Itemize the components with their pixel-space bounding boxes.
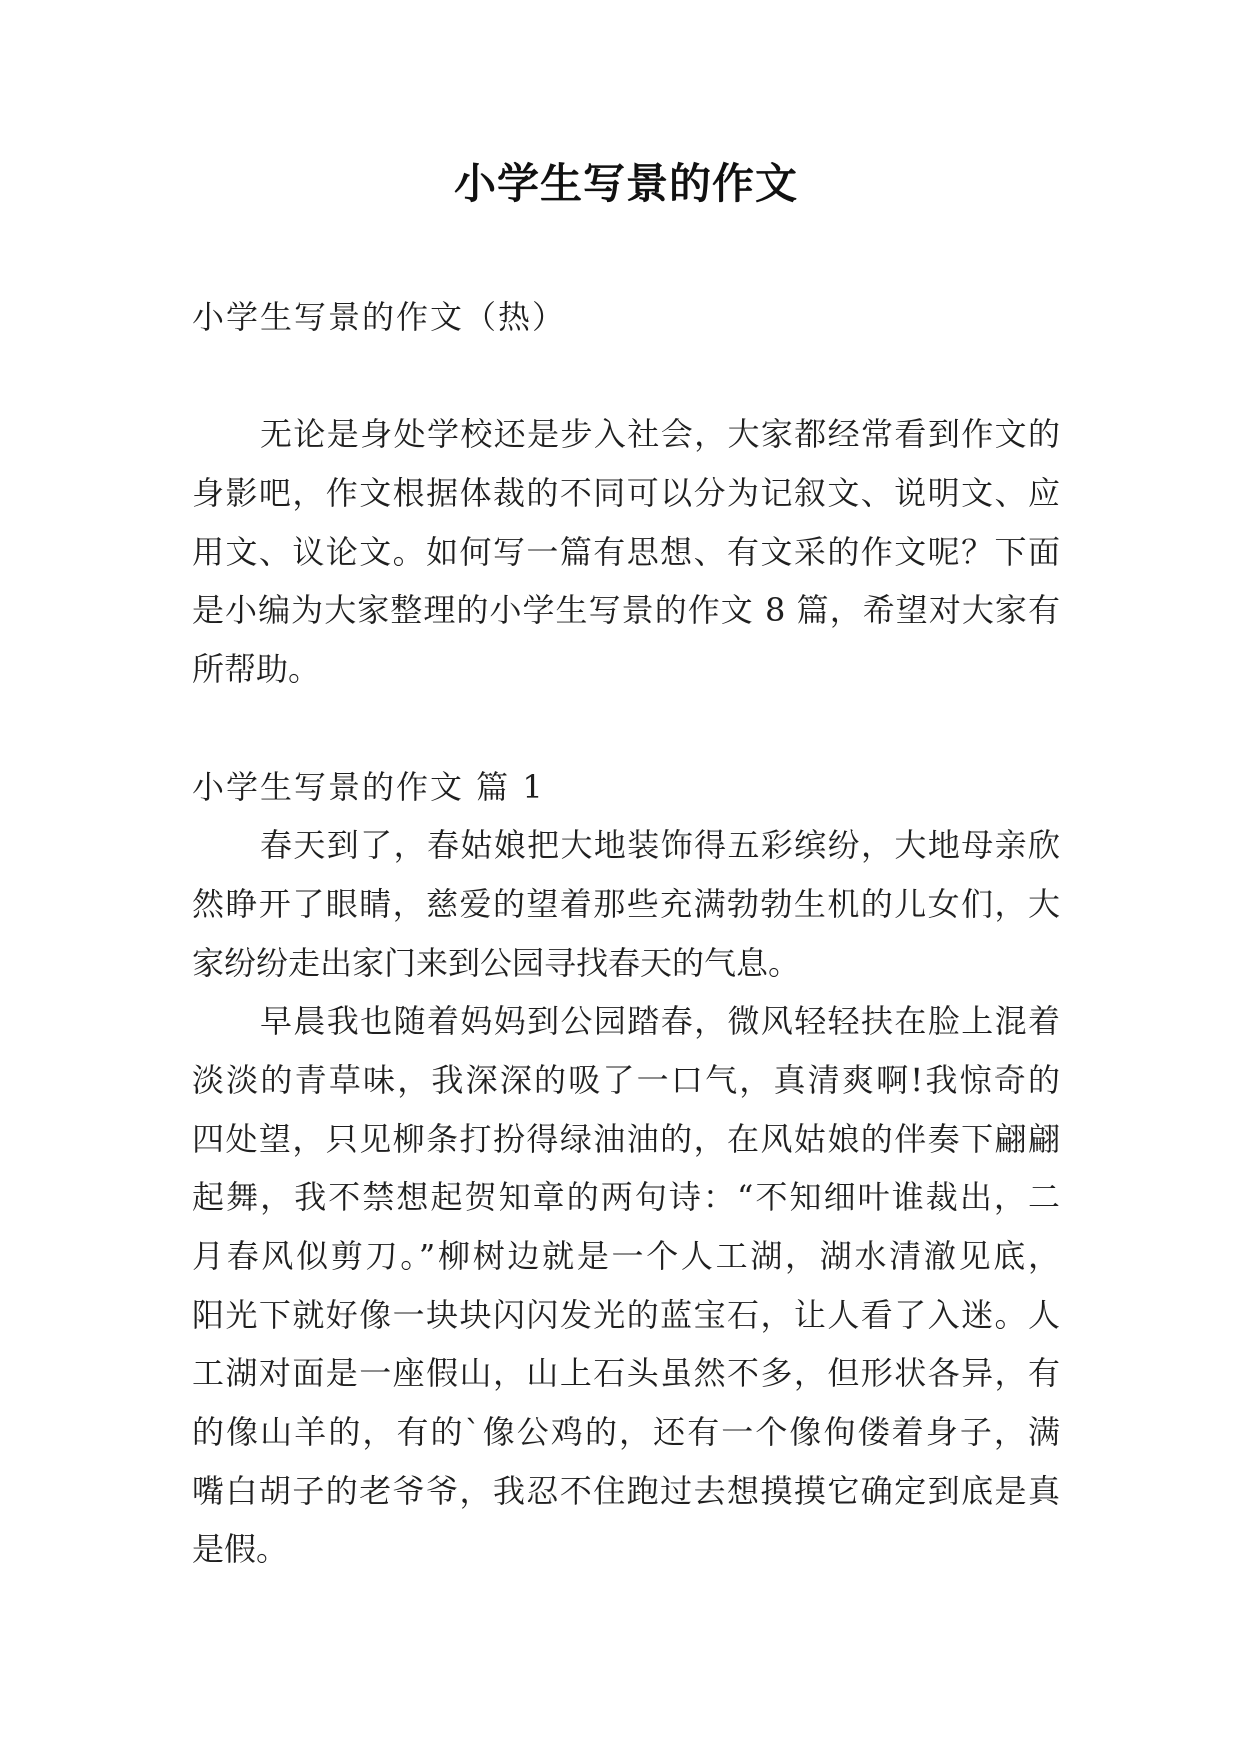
- document-subtitle: 小学生写景的作文（热）: [192, 298, 567, 336]
- paragraph-line: 春天到了，春姑娘把大地装饰得五彩缤纷，大地母亲欣: [260, 826, 1060, 865]
- section-heading: 小学生写景的作文 篇 1: [192, 767, 545, 806]
- paragraph-line: 是假。: [192, 1530, 289, 1569]
- paragraph-line: 阳光下就好像一块块闪闪发光的蓝宝石，让人看了入迷。人: [192, 1295, 1060, 1334]
- paragraph-line: 月春风似剪刀。”柳树边就是一个人工湖，湖水清澈见底，: [192, 1237, 1060, 1275]
- document-content: [192, 150, 1060, 1579]
- paragraph-line: 早晨我也随着妈妈到公园踏春，微风轻轻扶在脸上混着: [260, 1002, 1060, 1041]
- paragraph-line: 家纷纷走出家门来到公园寻找春天的气息。: [192, 943, 801, 982]
- paragraph-line: 用文、议论文。如何写一篇有思想、有文采的作文呢？下面: [192, 532, 1060, 571]
- document-title: 小学生写景的作文: [453, 159, 798, 208]
- paragraph-line: 四处望，只见柳条打扮得绿油油的，在风姑娘的伴奏下翩翩: [192, 1119, 1060, 1158]
- paragraph-line: 是小编为大家整理的小学生写景的作文 8 篇，希望对大家有: [192, 591, 1060, 630]
- intro-paragraph: [192, 405, 1060, 698]
- paragraph-line: 嘴白胡子的老爷爷，我忍不住跑过去想摸摸它确定到底是真: [192, 1471, 1060, 1510]
- paragraph-line: 的像山羊的，有的`像公鸡的，还有一个像佝偻着身子，满: [192, 1413, 1060, 1452]
- section-paragraph-2: [192, 992, 1060, 1579]
- paragraph-line: 所帮助。: [192, 650, 321, 689]
- paragraph-line: 无论是身处学校还是步入社会，大家都经常看到作文的: [260, 415, 1060, 454]
- paragraph-line: 淡淡的青草味，我深深的吸了一口气，真清爽啊!我惊奇的: [192, 1060, 1060, 1099]
- paragraph-line: 身影吧，作文根据体裁的不同可以分为记叙文、说明文、应: [192, 474, 1060, 513]
- paragraph-line: 起舞，我不禁想起贺知章的两句诗：“不知细叶谁裁出，二: [192, 1178, 1060, 1217]
- section-paragraph-1: [192, 816, 1060, 992]
- paragraph-line: 工湖对面是一座假山，山上石头虽然不多，但形状各异，有: [192, 1354, 1060, 1393]
- paragraph-line: 然睁开了眼睛，慈爱的望着那些充满勃勃生机的儿女们，大: [192, 884, 1060, 923]
